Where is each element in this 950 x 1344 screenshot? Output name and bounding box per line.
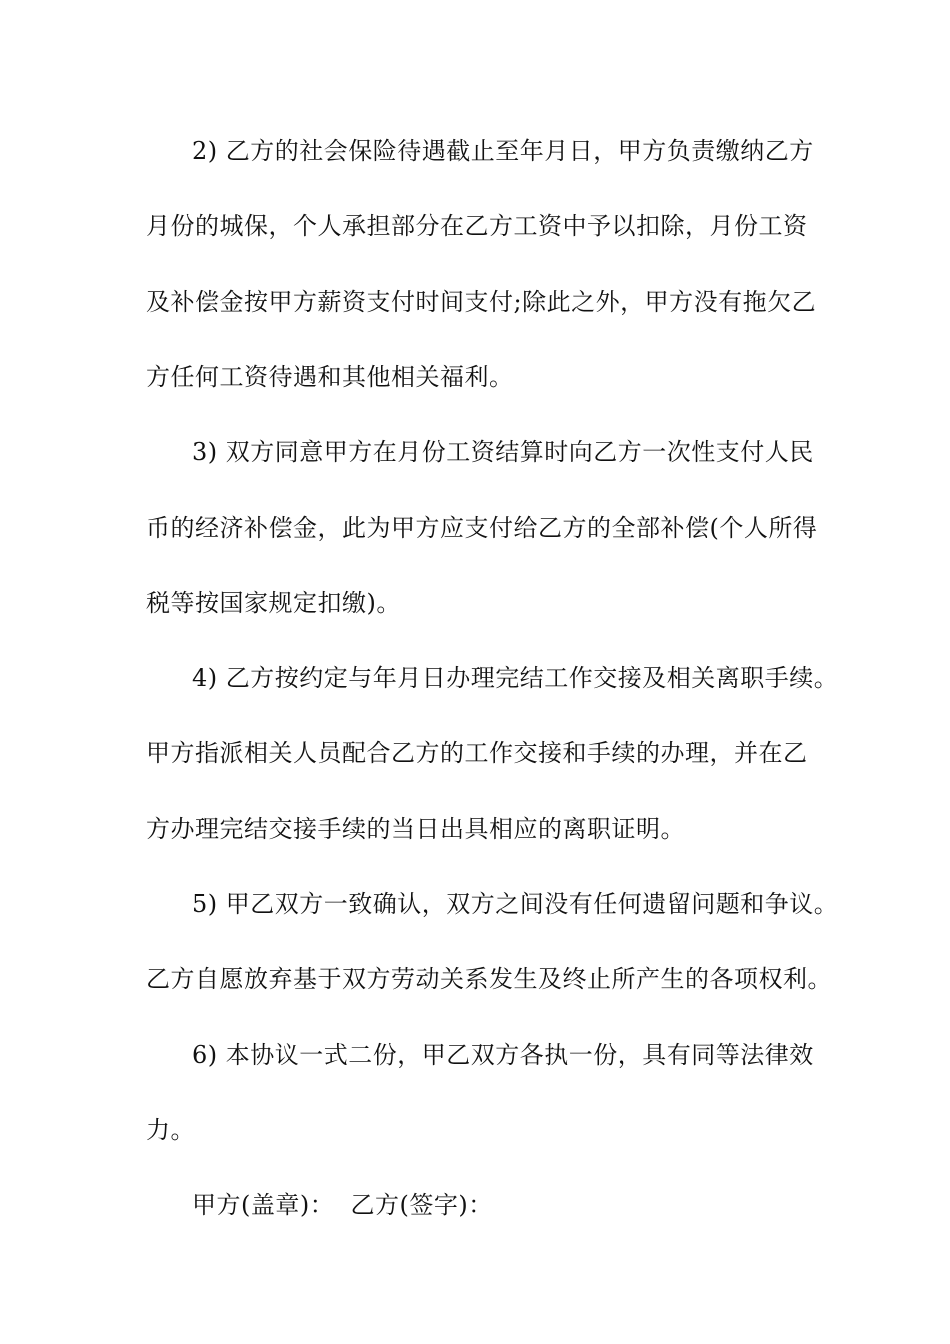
clause-2-line-4: 方任何工资待遇和其他相关福利。: [146, 363, 514, 391]
clause-2-line-1: 2) 乙方的社会保险待遇截止至年月日，甲方负责缴纳乙方: [192, 137, 814, 165]
clause-6-line-1: 6) 本协议一式二份，甲乙双方各执一份，具有同等法律效: [192, 1041, 814, 1069]
clause-4-line-1: 4) 乙方按约定与年月日办理完结工作交接及相关离职手续。: [192, 664, 839, 692]
clause-2-line-2: 月份的城保，个人承担部分在乙方工资中予以扣除，月份工资: [146, 212, 808, 240]
clause-3-line-2: 币的经济补偿金，此为甲方应支付给乙方的全部补偿(个人所得: [146, 514, 818, 542]
clause-5-line-2: 乙方自愿放弃基于双方劳动关系发生及终止所产生的各项权利。: [146, 965, 832, 993]
clause-3-line-1: 3) 双方同意甲方在月份工资结算时向乙方一次性支付人民: [192, 438, 814, 466]
clause-3-line-3: 税等按国家规定扣缴)。: [146, 589, 401, 617]
signature-line: 甲方(盖章)： 乙方(签字)：: [192, 1191, 493, 1219]
clause-5-line-1: 5) 甲乙双方一致确认，双方之间没有任何遗留问题和争议。: [192, 890, 839, 918]
clause-4-line-2: 甲方指派相关人员配合乙方的工作交接和手续的办理，并在乙: [146, 739, 808, 767]
clause-2-line-3: 及补偿金按甲方薪资支付时间支付;除此之外，甲方没有拖欠乙: [146, 288, 817, 316]
clause-6-line-2: 力。: [146, 1116, 195, 1144]
clause-4-line-3: 方办理完结交接手续的当日出具相应的离职证明。: [146, 815, 685, 843]
